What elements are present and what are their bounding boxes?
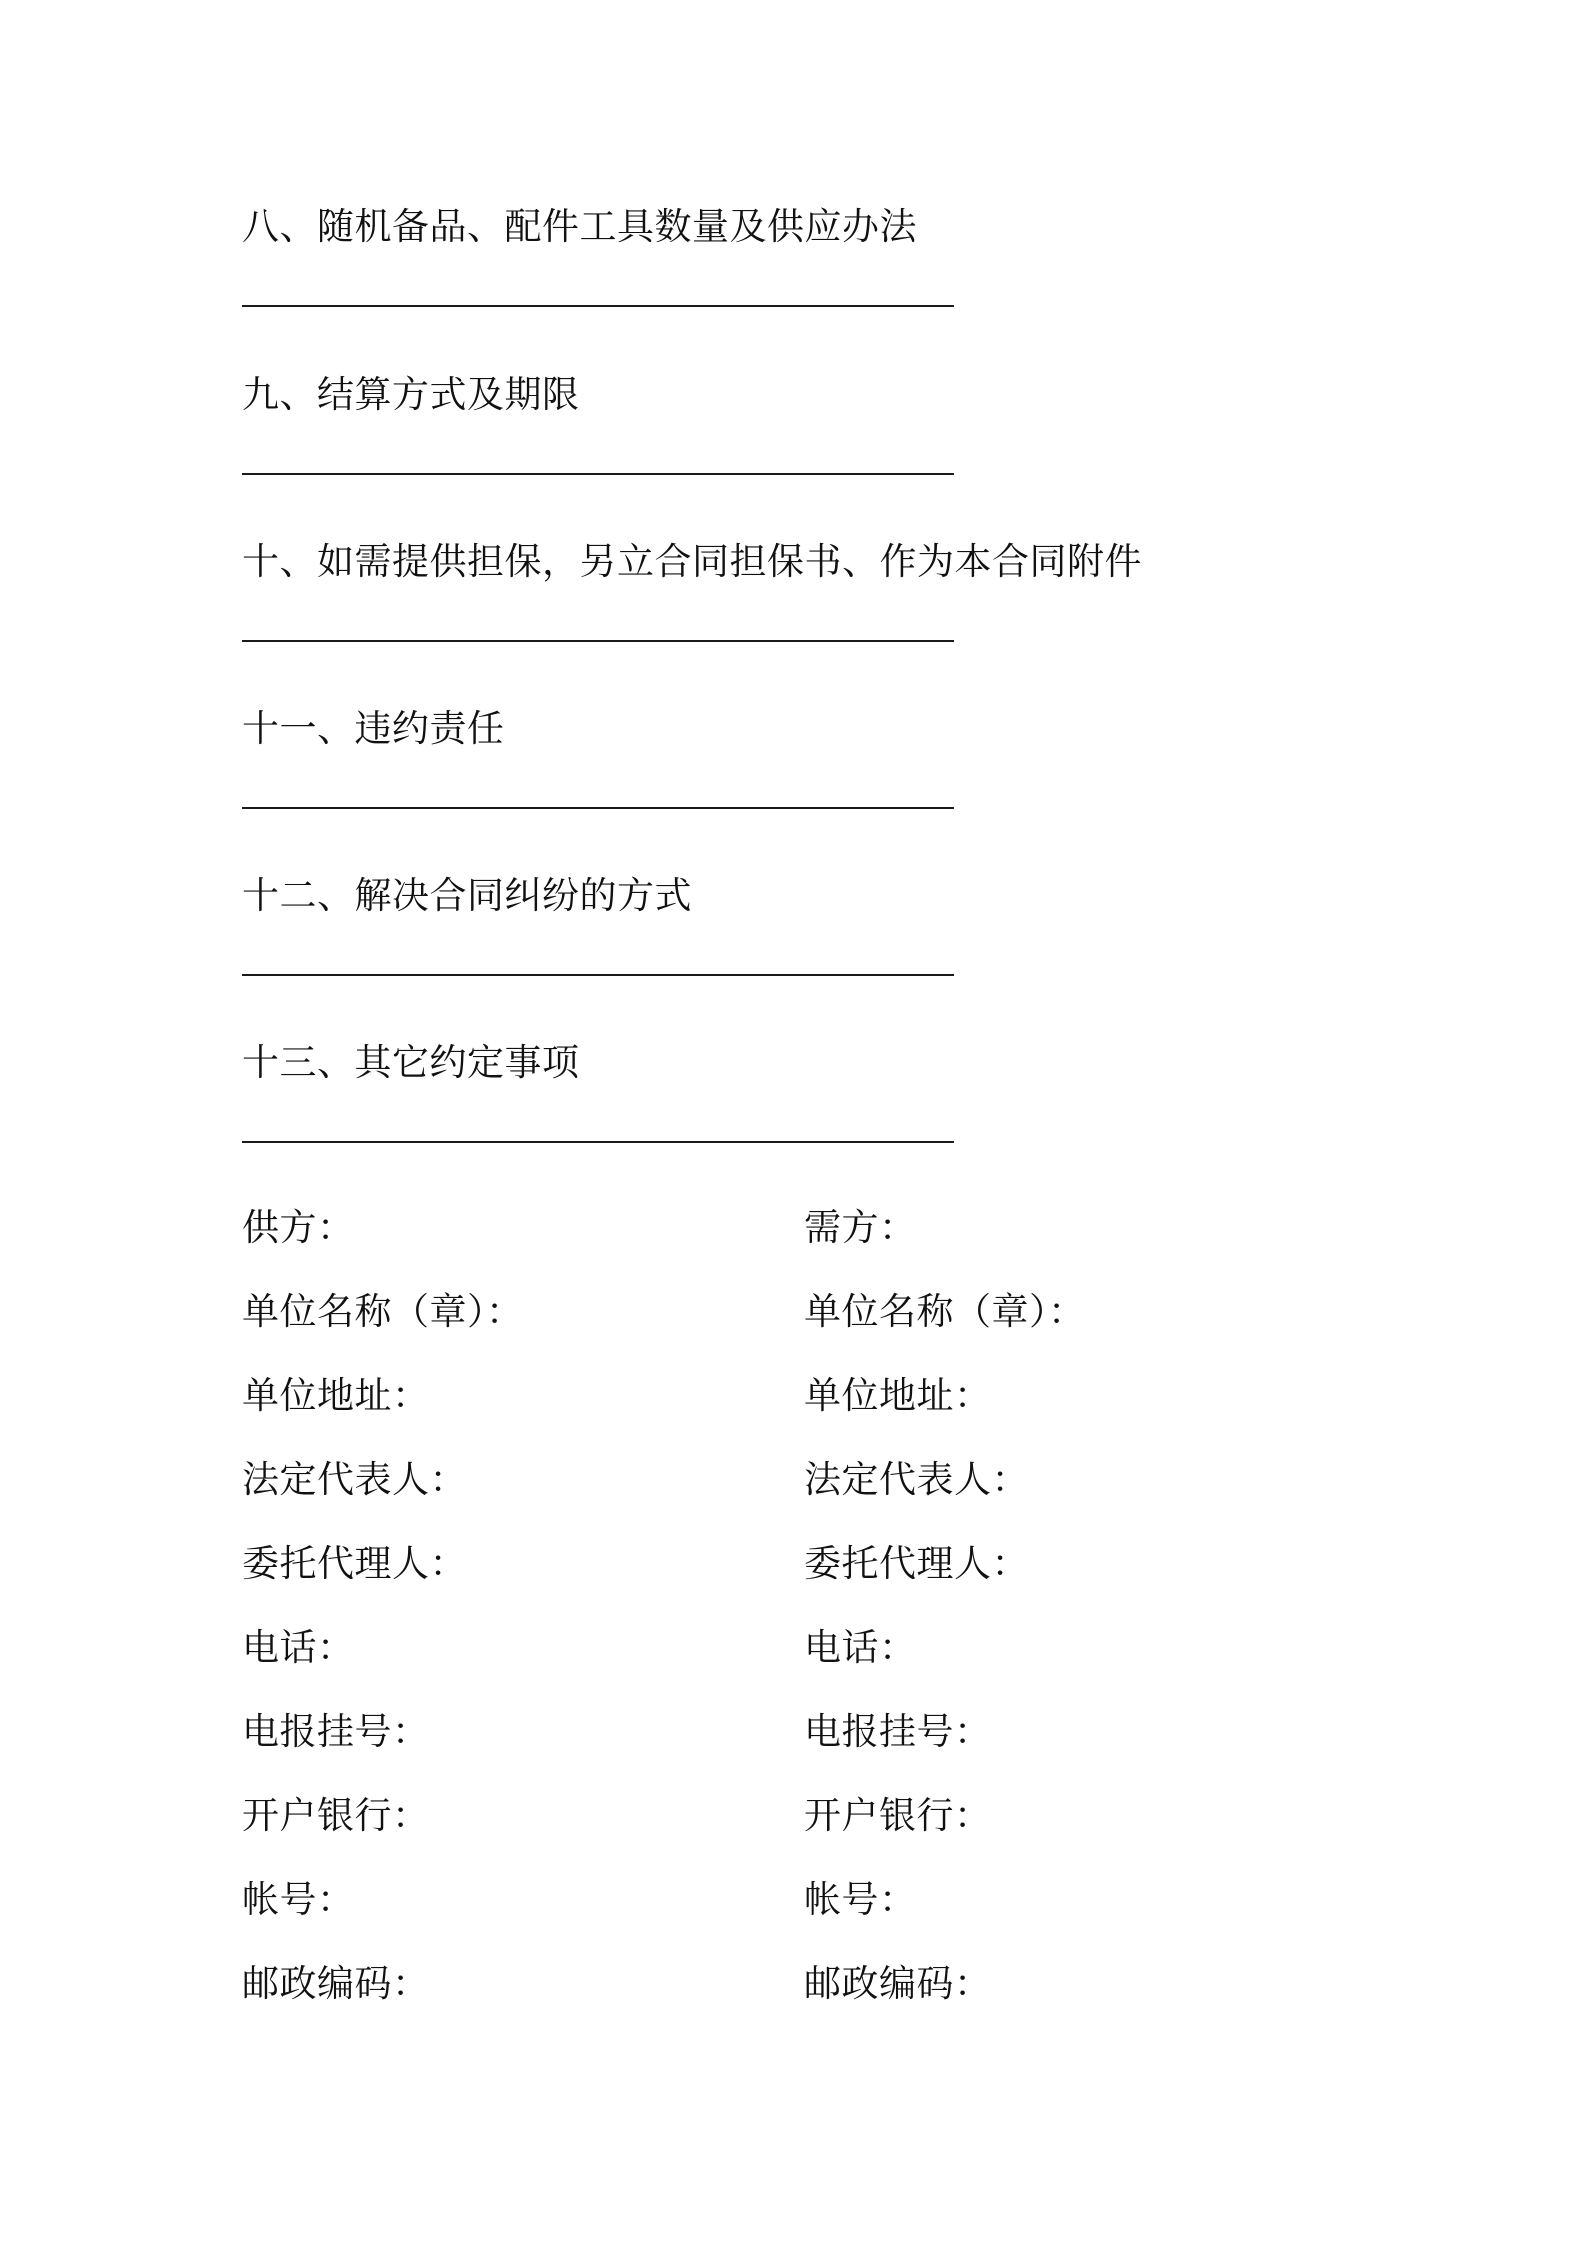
clause-title: 八、随机备品、配件工具数量及供应办法 bbox=[242, 205, 917, 248]
supplier-party-label: 供方： bbox=[242, 1206, 355, 1249]
supplier-agent-label: 委托代理人： bbox=[242, 1542, 467, 1585]
fill-in-line bbox=[242, 974, 954, 976]
clause-title: 十三、其它约定事项 bbox=[242, 1041, 580, 1084]
clause-title: 九、结算方式及期限 bbox=[242, 373, 580, 416]
buyer-postcode-label: 邮政编码： bbox=[804, 1962, 992, 2005]
clause-other-matters bbox=[242, 1041, 1442, 1085]
buyer-agent-label: 委托代理人： bbox=[804, 1542, 1029, 1585]
fill-in-line bbox=[242, 807, 954, 809]
supplier-phone-label: 电话： bbox=[242, 1626, 355, 1669]
fill-in-line bbox=[242, 640, 954, 642]
supplier-bank-label: 开户银行： bbox=[242, 1794, 430, 1837]
clause-title: 十、如需提供担保，另立合同担保书、作为本合同附件 bbox=[242, 540, 1142, 583]
clause-title: 十二、解决合同纠纷的方式 bbox=[242, 874, 692, 917]
buyer-phone-label: 电话： bbox=[804, 1626, 917, 1669]
buyer-party-label: 需方： bbox=[804, 1206, 917, 1249]
buyer-account-label: 帐号： bbox=[804, 1878, 917, 1921]
supplier-column bbox=[242, 1206, 762, 2046]
supplier-telegraph-label: 电报挂号： bbox=[242, 1710, 430, 1753]
clause-spare-parts bbox=[242, 205, 1442, 249]
clause-settlement bbox=[242, 373, 1442, 417]
clause-breach-liability bbox=[242, 707, 1442, 751]
clause-guarantee bbox=[242, 540, 1442, 584]
buyer-legal-rep-label: 法定代表人： bbox=[804, 1458, 1029, 1501]
fill-in-line bbox=[242, 473, 954, 475]
clause-dispute-resolution bbox=[242, 874, 1442, 918]
buyer-address-label: 单位地址： bbox=[804, 1374, 992, 1417]
fill-in-line bbox=[242, 1141, 954, 1143]
supplier-company-name-label: 单位名称（章）： bbox=[242, 1290, 524, 1333]
buyer-telegraph-label: 电报挂号： bbox=[804, 1710, 992, 1753]
clause-title: 十一、违约责任 bbox=[242, 707, 505, 750]
fill-in-line bbox=[242, 305, 954, 307]
supplier-address-label: 单位地址： bbox=[242, 1374, 430, 1417]
buyer-bank-label: 开户银行： bbox=[804, 1794, 992, 1837]
supplier-legal-rep-label: 法定代表人： bbox=[242, 1458, 467, 1501]
buyer-column bbox=[804, 1206, 1324, 2046]
buyer-company-name-label: 单位名称（章）： bbox=[804, 1290, 1086, 1333]
supplier-account-label: 帐号： bbox=[242, 1878, 355, 1921]
supplier-postcode-label: 邮政编码： bbox=[242, 1962, 430, 2005]
